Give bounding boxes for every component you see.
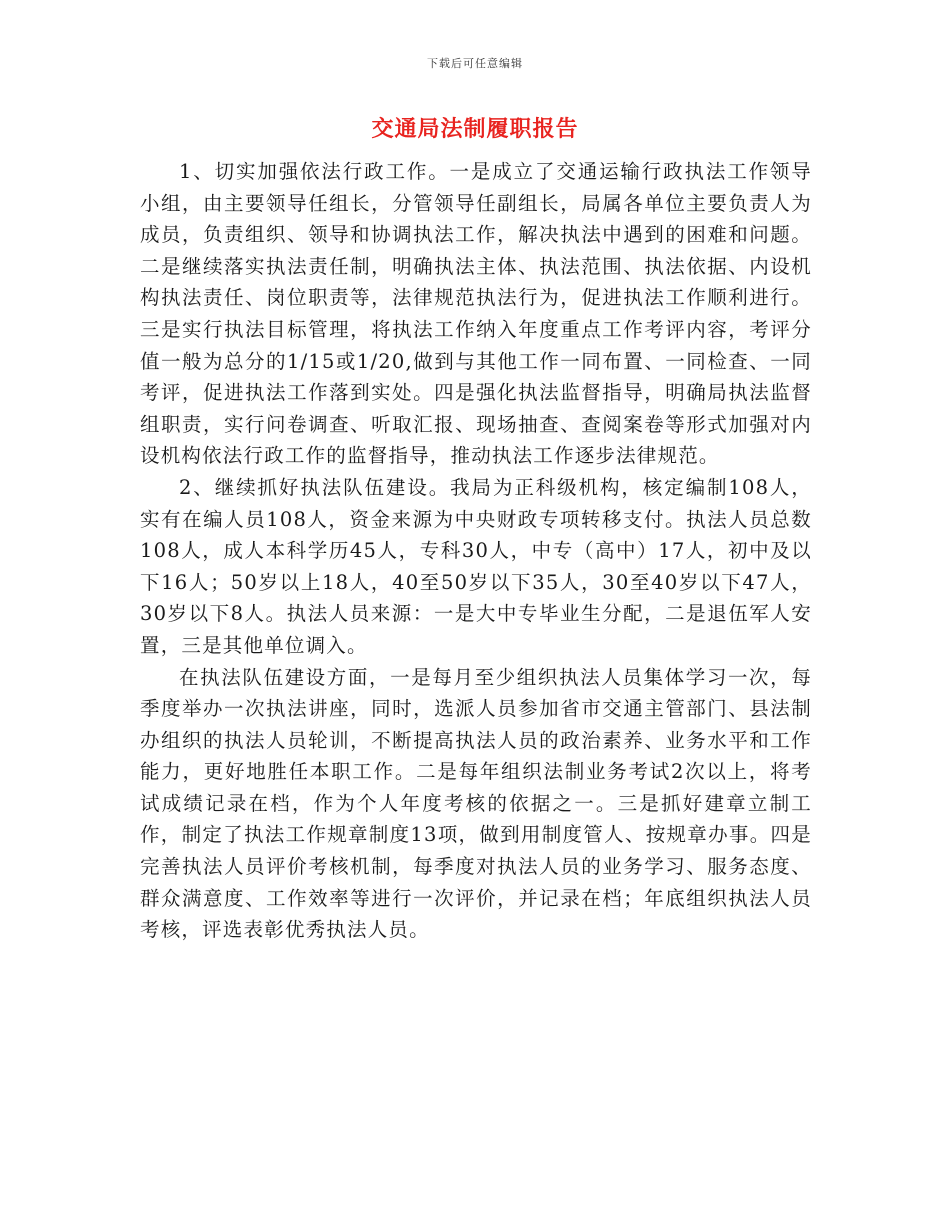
document-title: 交通局法制履职报告 — [371, 116, 579, 142]
header-note: 下载后可任意编辑 — [427, 57, 523, 70]
paragraph-1: 1、切实加强依法行政工作。一是成立了交通运输行政执法工作领导小组，由主要领导任组长，分管领导任副组长，局属各单位主要负责人为成员，负责组织、领导和协调执法工作，解决执法中遇到的困难和问题。二是继续落实执法责任制，明确执法主体、执法范围、执法依据、内设机构执法责任、岗位职责等，法律规范执法行为，促进执法工作顺利进行。三是实行执法目标管理，将执法工作纳入年度重点工作考评内容，考评分值一般为总分的1/15或1/20,做到与其他工作一同布置、一同检查、一同考评，促进执法工作落到实处。四是强化执法监督指导，明确局执法监督组职责，实行问卷调查、听取汇报、现场抽查、查阅案卷等形式加强对内设机构依法行政工作的监督指导，推动执法工作逐步法律规范。 — [140, 160, 812, 468]
document-body — [140, 156, 812, 946]
paragraph-2: 2、继续抓好执法队伍建设。我局为正科级机构，核定编制108人，实有在编人员108人，资金来源为中央财政专项转移支付。执法人员总数108人，成人本科学历45人，专科30人，中专（高中）17人，初中及以下16人；50岁以上18人，40至50岁以下35人，30至40岁以下47人，30岁以下8人。执法人员来源：一是大中专毕业生分配，二是退伍军人安置，三是其他单位调入。 — [140, 475, 812, 657]
paragraph-3: 在执法队伍建设方面，一是每月至少组织执法人员集体学习一次，每季度举办一次执法讲座，同时，选派人员参加省市交通主管部门、县法制办组织的执法人员轮训，不断提高执法人员的政治素养、业务水平和工作能力，更好地胜任本职工作。二是每年组织法制业务考试2次以上，将考试成绩记录在档，作为个人年度考核的依据之一。三是抓好建章立制工作，制定了执法工作规章制度13项，做到用制度管人、按规章办事。四是完善执法人员评价考核机制，每季度对执法人员的业务学习、服务态度、群众满意度、工作效率等进行一次评价，并记录在档；年底组织执法人员考核，评选表彰优秀执法人员。 — [140, 665, 812, 942]
